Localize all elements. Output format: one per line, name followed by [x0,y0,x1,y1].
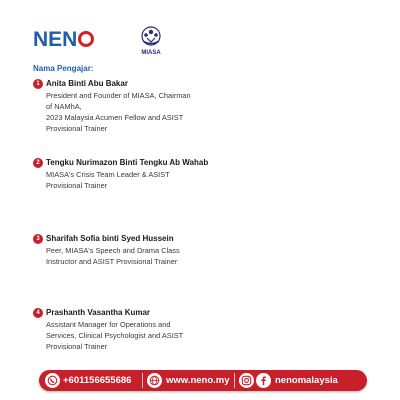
desc-line: of NAMhA, [46,102,82,111]
divider [234,373,235,388]
desc-line: Instructor and ASIST Provisional Trainer [46,257,178,266]
desc-line: Provisional Trainer [46,181,108,190]
number-badge: 4 [33,308,43,318]
miasa-logo [132,24,170,58]
trainer-description [46,169,253,191]
desc-line: Assistant Manager for Operations and [46,320,171,329]
website-link[interactable]: www.neno.my [166,375,230,386]
desc-line: MIASA's Crisis Team Leader & ASIST [46,170,170,179]
trainer-description [46,245,253,267]
desc-line: Provisional Trainer [46,342,108,351]
trainer-name: Tengku Nurimazon Binti Tengku Ab Wahab [46,158,209,167]
trainer-description [46,90,253,134]
desc-line: Peer, MIASA's Speech and Drama Class [46,246,180,255]
trainer-name: Anita Binti Abu Bakar [46,79,128,88]
number-badge: 3 [33,234,43,244]
social-handle[interactable]: nenomalaysia [275,375,338,386]
trainer-description [46,319,253,352]
globe-icon[interactable] [147,373,162,388]
whatsapp-icon[interactable] [45,373,60,388]
desc-line: Provisional Trainer [46,124,108,133]
facebook-icon[interactable] [256,373,271,388]
number-badge: 1 [33,79,43,89]
neno-logo: NEN [33,29,94,51]
contact-footer [39,370,367,391]
trainer-name: Prashanth Vasantha Kumar [46,308,151,317]
trainer-name: Sharifah Sofia binti Syed Hussein [46,234,174,243]
phone-number[interactable]: +601156655686 [63,375,132,386]
instagram-icon[interactable] [239,373,254,388]
desc-line: President and Founder of MIASA, Chairman [46,91,191,100]
divider [142,373,143,388]
miasa-caption: MIASA [141,50,161,56]
heading: Nama Pengajar: [33,64,94,73]
desc-line: Services, Clinical Psychologist and ASIST [46,331,184,340]
desc-line: 2023 Malaysia Acumen Fellow and ASIST [46,113,184,122]
number-badge: 2 [33,158,43,168]
